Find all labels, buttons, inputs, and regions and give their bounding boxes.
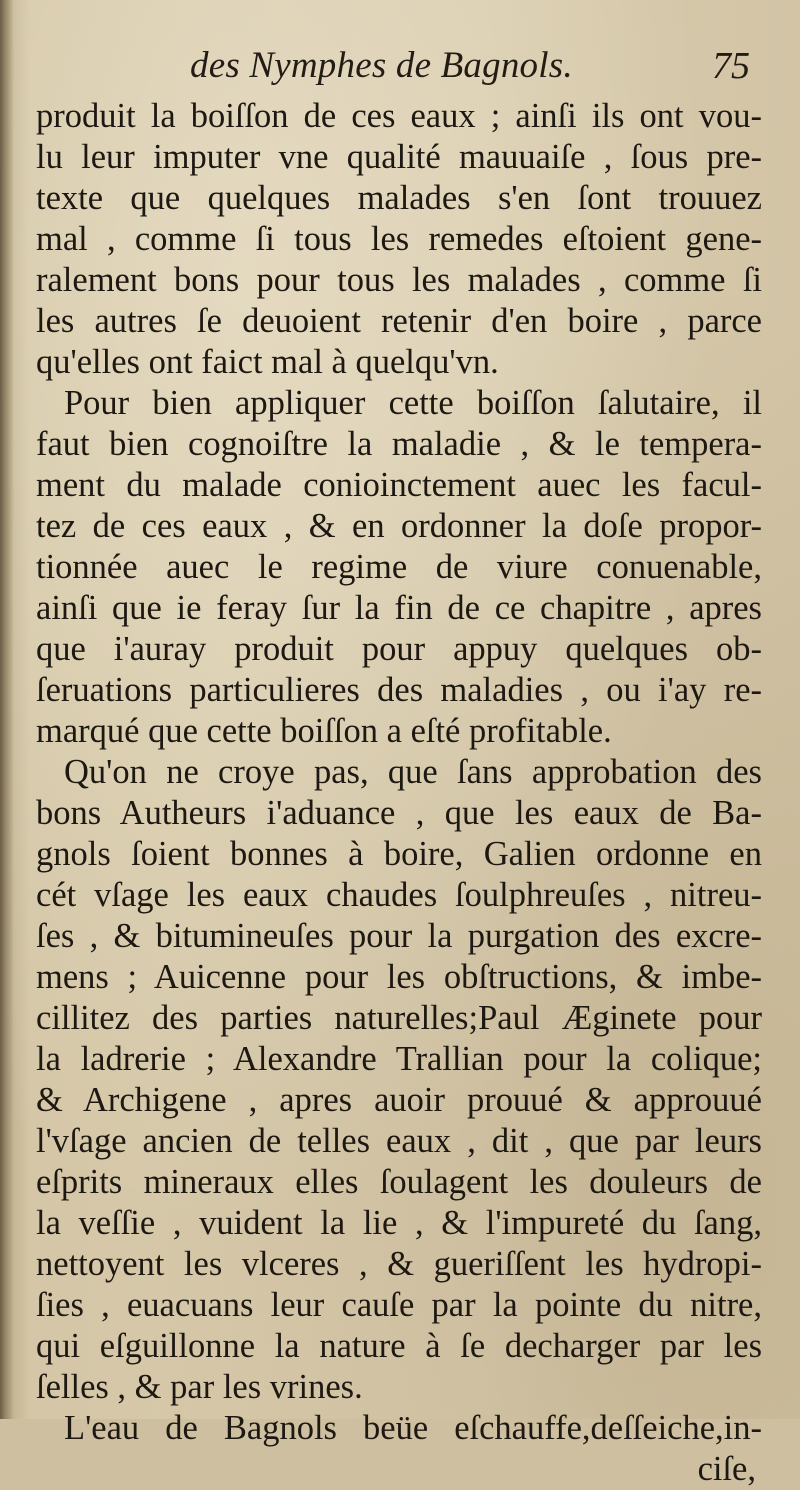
- body-text: [36, 96, 762, 1490]
- text-line: qu'elles ont faict mal à quelqu'vn.: [36, 343, 499, 381]
- text-line: cét vſage les eaux chaudes ſoulphreuſes , nitreu-: [36, 876, 762, 914]
- text-line: qui eſguillonne la nature à ſe decharger par les: [36, 1327, 762, 1365]
- text-line: Pour bien appliquer cette boiſſon ſalutaire, il: [64, 384, 762, 422]
- text-line: texte que quelques malades s'en ſont trouuez: [36, 179, 762, 217]
- text-line: l'vſage ancien de telles eaux , dit , que par leurs: [36, 1122, 762, 1160]
- text-line: gnols ſoient bonnes à boire, Galien ordonne en: [36, 835, 762, 873]
- page-header: [190, 44, 750, 96]
- text-line: faut bien cognoiſtre la maladie , & le tempera-: [36, 425, 762, 463]
- running-head: des Nymphes de Bagnols.: [190, 45, 573, 86]
- binding-gutter: [0, 0, 14, 1419]
- text-line: & Archigene , apres auoir prouué & approuué: [36, 1081, 762, 1119]
- text-line: que i'auray produit pour appuy quelques ob-: [36, 630, 762, 668]
- text-line: ciſe,: [697, 1450, 756, 1488]
- text-line: ſes , & bitumineuſes pour la purgation des excre-: [36, 917, 762, 955]
- text-line: mal , comme ſi tous les remedes eſtoient gene-: [36, 220, 762, 258]
- text-line: Qu'on ne croye pas, que ſans approbation des: [64, 753, 762, 791]
- text-line: lu leur imputer vne qualité mauuaiſe , ſous pre-: [36, 138, 762, 176]
- text-line: nettoyent les vlceres , & gueriſſent les hydropi-: [36, 1245, 762, 1283]
- text-line: ainſi que ie feray ſur la fin de ce chapitre , apres: [36, 589, 762, 627]
- text-line: produit la boiſſon de ces eaux ; ainſi ils ont vou-: [36, 97, 762, 135]
- text-line: ralement bons pour tous les malades , comme ſi: [36, 261, 762, 299]
- text-line: ment du malade conioinctement auec les facul-: [36, 466, 762, 504]
- text-line: la ladrerie ; Alexandre Trallian pour la colique;: [36, 1040, 762, 1078]
- text-line: les autres ſe deuoient retenir d'en boire , parce: [36, 302, 762, 340]
- text-line: tez de ces eaux , & en ordonner la doſe propor-: [36, 507, 762, 545]
- text-line: cillitez des parties naturelles;Paul Æginete pour: [36, 999, 762, 1037]
- text-line: eſprits mineraux elles ſoulagent les douleurs de: [36, 1163, 762, 1201]
- text-line: tionnée auec le regime de viure conuenable,: [36, 548, 762, 586]
- text-line: ſeruations particulieres des maladies , ou i'ay re-: [36, 671, 762, 709]
- text-line: ſies , euacuans leur cauſe par la pointe du nitre,: [36, 1286, 762, 1324]
- text-line: bons Autheurs i'aduance , que les eaux de Ba-: [36, 794, 762, 832]
- text-line: ſelles , & par les vrines.: [36, 1368, 363, 1406]
- text-line: marqué que cette boiſſon a eſté profitable.: [36, 712, 612, 750]
- page-number: 75: [712, 45, 750, 87]
- text-line: la veſſie , vuident la lie , & l'impureté du ſang,: [36, 1204, 762, 1242]
- text-line: mens ; Auicenne pour les obſtructions, & imbe-: [36, 958, 762, 996]
- text-line: L'eau de Bagnols beüe eſchauffe,deſſeiche,in-: [64, 1409, 762, 1447]
